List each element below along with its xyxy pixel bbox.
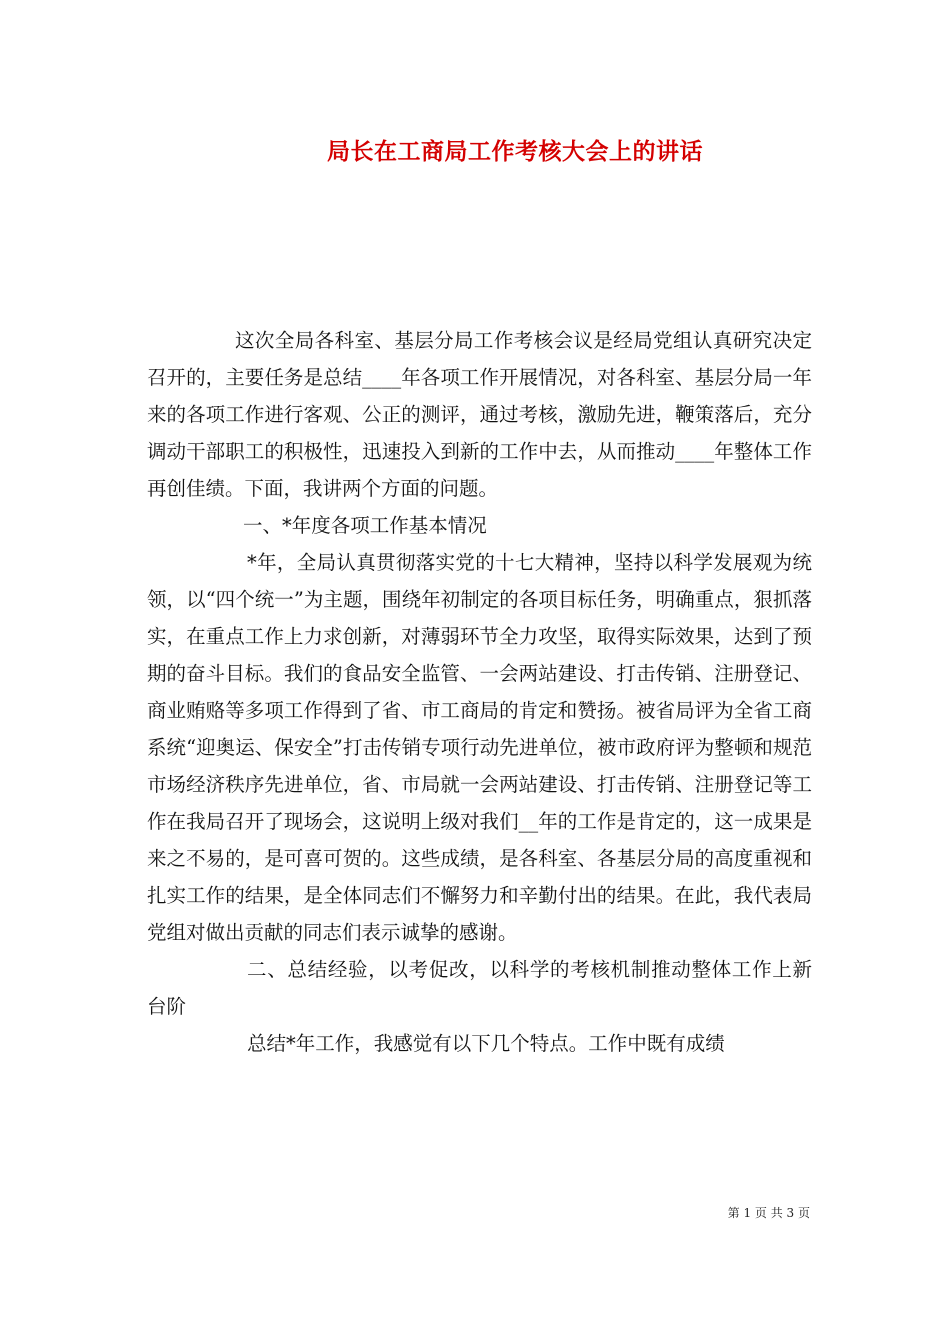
paragraph-characteristics: 总结*年工作，我感觉有以下几个特点。工作中既有成绩 (247, 1032, 725, 1055)
paragraph-summary: *年，全局认真贯彻落实党的十七大精神，坚持以科学发展观为统领，以“四个统一”为主题，围绕年初制定的各项目标任务，明确重点，狠抓落实，在重点工作上力求创新，对薄弱环节全力攻坚，取得实际效果，达到了预期的奋斗目标。我们的食品安全监管、一会两站建设、打击传销、注册登记、商业贿赂等多项工作得到了省、市工商局的肯定和赞扬。被省局评为全省工商系统“迎奥运、保安全”打击传销专项行动先进单位，被市政府评为整顿和规范市场经济秩序先进单位，省、市局就一会两站建设、打击传销、注册登记等工作在我局召开了现场会，这说明上级对我们__年的工作是肯定的，这一成果是来之不易的，是可喜可贺的。这些成绩，是各科室、各基层分局的高度重视和扎实工作的结果，是全体同志们不懈努力和辛勤付出的结果。在此，我代表局党组对做出贡献的同志们表示诚挚的感谢。 (147, 551, 812, 944)
section-heading-two: 二、总结经验，以考促改，以科学的考核机制推动整体工作上新台阶 (147, 958, 812, 1018)
document-body (147, 322, 812, 1062)
page-number: 第 1 页 共 3 页 (727, 1206, 810, 1220)
paragraph-intro: 这次全局各科室、基层分局工作考核会议是经局党组认真研究决定召开的，主要任务是总结____年各项工作开展情况，对各科室、基层分局一年来的各项工作进行客观、公正的测评，通过考核，激励先进，鞭策落后，充分调动干部职工的积极性，迅速投入到新的工作中去，从而推动____年整体工作再创佳绩。下面，我讲两个方面的问题。 (147, 329, 812, 500)
section-heading-one: 一、*年度各项工作基本情况 (243, 514, 487, 537)
document-title: 局长在工商局工作考核大会上的讲话 (327, 138, 703, 165)
